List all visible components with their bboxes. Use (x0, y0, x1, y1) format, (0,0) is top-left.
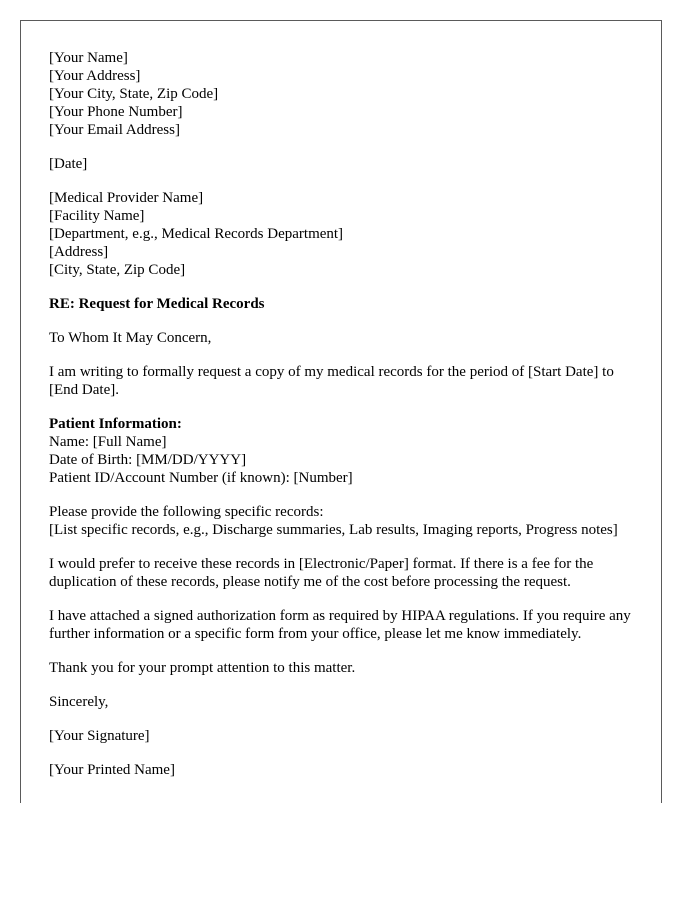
records-lead: Please provide the following specific records: (49, 504, 324, 520)
subject-line: RE: Request for Medical Records (49, 296, 265, 312)
salutation: To Whom It May Concern, (49, 330, 212, 346)
patient-info-heading: Patient Information: (49, 416, 182, 432)
patient-info-block (49, 415, 639, 487)
date-block (49, 155, 639, 173)
recipient-facility-name: [Facility Name] (49, 208, 145, 224)
recipient-address-block (49, 189, 639, 279)
patient-dob: Date of Birth: [MM/DD/YYYY] (49, 452, 247, 468)
sender-name: [Your Name] (49, 50, 128, 66)
signature-line: [Your Signature] (49, 728, 150, 744)
closing: Sincerely, (49, 694, 109, 710)
sender-phone: [Your Phone Number] (49, 104, 183, 120)
sender-city-state-zip: [Your City, State, Zip Code] (49, 86, 219, 102)
recipient-city-state-zip: [City, State, Zip Code] (49, 262, 186, 278)
records-list: [List specific records, e.g., Discharge summaries, Lab results, Imaging reports, Progress notes] (49, 522, 618, 538)
format-paragraph: I would prefer to receive these records in [Electronic/Paper] format. If there is a fee for the duplication of these records, please notify me of the cost before processing the request. (49, 556, 594, 590)
thanks-paragraph: Thank you for your prompt attention to this matter. (49, 660, 356, 676)
records-request-block (49, 503, 639, 539)
recipient-address: [Address] (49, 244, 109, 260)
patient-account-number: Patient ID/Account Number (if known): [Number] (49, 470, 353, 486)
patient-name: Name: [Full Name] (49, 434, 167, 450)
authorization-paragraph: I have attached a signed authorization form as required by HIPAA regulations. If you require any further information or a specific form from your office, please let me know immediately. (49, 608, 631, 642)
sender-address-block (49, 49, 639, 139)
intro-paragraph: I am writing to formally request a copy of my medical records for the period of [Start Date] to [End Date]. (49, 364, 614, 398)
recipient-department: [Department, e.g., Medical Records Department] (49, 226, 344, 242)
letter-page (20, 20, 662, 803)
recipient-provider-name: [Medical Provider Name] (49, 190, 204, 206)
letter-content (49, 49, 639, 795)
sender-email: [Your Email Address] (49, 122, 180, 138)
printed-name-line: [Your Printed Name] (49, 762, 175, 778)
letter-date: [Date] (49, 156, 88, 172)
sender-address: [Your Address] (49, 68, 141, 84)
